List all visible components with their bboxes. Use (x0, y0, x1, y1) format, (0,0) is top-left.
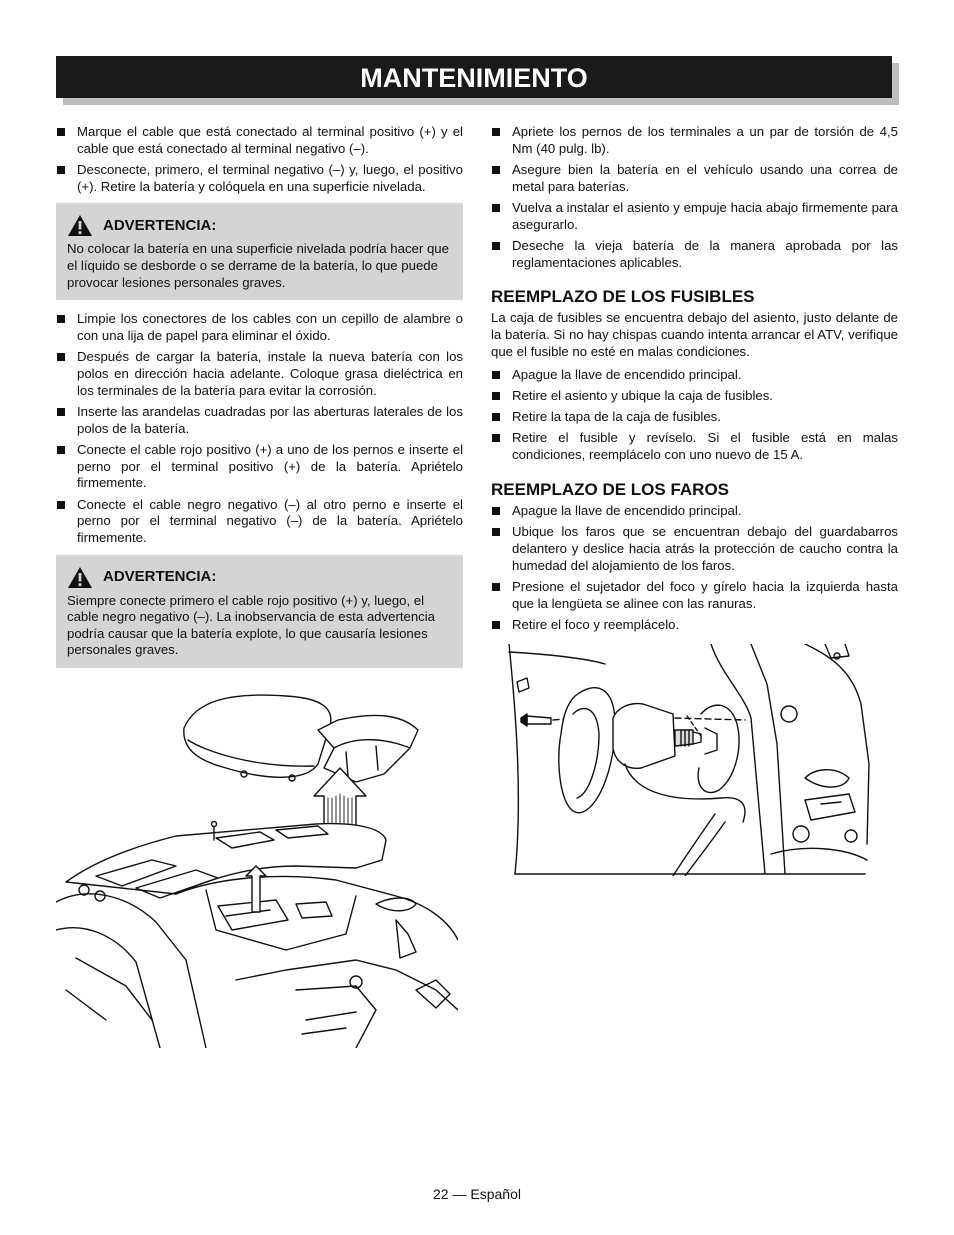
warning-icon (67, 214, 93, 237)
bullet-icon (492, 371, 500, 379)
list-item: Retire el foco y reemplácelo. (491, 617, 898, 634)
bullet-icon (492, 392, 500, 400)
bullet-list-battery-install (56, 311, 463, 547)
bullet-list-fuses (491, 367, 898, 464)
bullet-icon (57, 128, 65, 136)
bullet-list-lights (491, 503, 898, 634)
bullet-icon (492, 242, 500, 250)
section-heading-lights: REEMPLAZO DE LOS FAROS (491, 479, 730, 499)
bullet-list-battery-finish (491, 124, 898, 271)
list-item: Retire el fusible y revíselo. Si el fusible está en malas condiciones, reemplácelo con uno nuevo de 15 A. (491, 430, 898, 463)
list-item: Conecte el cable negro negativo (–) al otro perno e inserte el perno por el terminal negativo (–) de la batería. Apriételo firmemente. (56, 497, 463, 547)
bullet-icon (57, 166, 65, 174)
warning-box (56, 203, 463, 300)
warning-text: Siempre conecte primero el cable rojo positivo (+) y, luego, el cable negro negativo (–). La inobservancia de esta advertencia podría causar que la batería explote, lo que causaría lesiones personales graves. (67, 592, 436, 658)
list-item: Inserte las arandelas cuadradas por las aberturas laterales de los polos de la batería. (56, 404, 463, 437)
right-column (491, 124, 898, 638)
bullet-icon (492, 166, 500, 174)
section-heading-fuses: REEMPLAZO DE LOS FUSIBLES (491, 287, 755, 307)
warning-text: No colocar la batería en una superficie nivelada podría hacer que el líquido se desborde o se derrame de la batería, lo que puede provocar lesiones personales graves. (67, 241, 449, 290)
list-item: Conecte el cable rojo positivo (+) a uno de los pernos e inserte el perno por el terminal positivo (+) de la batería. Apriételo firmemente. (56, 442, 463, 492)
bullet-icon (492, 528, 500, 536)
section-intro-fuses: La caja de fusibles se encuentra debajo del asiento, justo delante de la batería. Si no hay chispas cuando intenta arrancar el ATV, verifique que el fusible no esté en malas condiciones. (491, 310, 898, 359)
bullet-icon (492, 434, 500, 442)
headlight-bulb-illustration (505, 644, 875, 876)
list-item: Retire la tapa de la caja de fusibles. (491, 409, 898, 426)
bullet-icon (492, 204, 500, 212)
seat-removal-illustration (56, 690, 458, 1048)
list-item: Apriete los pernos de los terminales a un par de torsión de 4,5 Nm (40 pulg. lb). (491, 124, 898, 157)
bullet-icon (492, 413, 500, 421)
list-item: Marque el cable que está conectado al terminal positivo (+) y el cable que está conectado al terminal negativo (–). (56, 124, 463, 157)
warning-icon (67, 566, 93, 589)
list-item: Desconecte, primero, el terminal negativo (–) y, luego, el positivo (+). Retire la batería y colóquela en una superficie nivelada. (56, 162, 463, 195)
list-item: Limpie los conectores de los cables con un cepillo de alambre o con una lija de papel para eliminar el óxido. (56, 311, 463, 344)
page-footer: 22 — Español (433, 1186, 521, 1202)
list-item: Retire el asiento y ubique la caja de fusibles. (491, 388, 898, 405)
bullet-icon (57, 501, 65, 509)
list-item: Ubique los faros que se encuentran debajo del guardabarros delantero y deslice hacia atrás la protección de caucho contra la humedad del alojamiento de los faros. (491, 524, 898, 574)
bullet-icon (57, 446, 65, 454)
bullet-list-battery-removal (56, 124, 463, 195)
warning-title: ADVERTENCIA: (67, 214, 452, 237)
list-item: Después de cargar la batería, instale la nueva batería con los polos en dirección hacia adelante. Coloque grasa dieléctrica en los terminales de la batería para evitar la corrosión. (56, 349, 463, 399)
list-item: Apague la llave de encendido principal. (491, 367, 898, 384)
list-item: Asegure bien la batería en el vehículo usando una correa de metal para baterías. (491, 162, 898, 195)
bullet-icon (57, 315, 65, 323)
list-item: Presione el sujetador del foco y gírelo hacia la izquierda hasta que la lengüeta se alinee con las ranuras. (491, 579, 898, 612)
bullet-icon (492, 621, 500, 629)
warning-box (56, 555, 463, 668)
bullet-icon (492, 507, 500, 515)
bullet-icon (57, 408, 65, 416)
bullet-icon (492, 583, 500, 591)
page-title: MANTENIMIENTO (56, 56, 892, 98)
list-item: Vuelva a instalar el asiento y empuje hacia abajo firmemente para asegurarlo. (491, 200, 898, 233)
warning-title: ADVERTENCIA: (67, 566, 452, 589)
list-item: Apague la llave de encendido principal. (491, 503, 898, 520)
left-column (56, 124, 463, 679)
bullet-icon (492, 128, 500, 136)
bullet-icon (57, 353, 65, 361)
list-item: Deseche la vieja batería de la manera aprobada por las reglamentaciones aplicables. (491, 238, 898, 271)
